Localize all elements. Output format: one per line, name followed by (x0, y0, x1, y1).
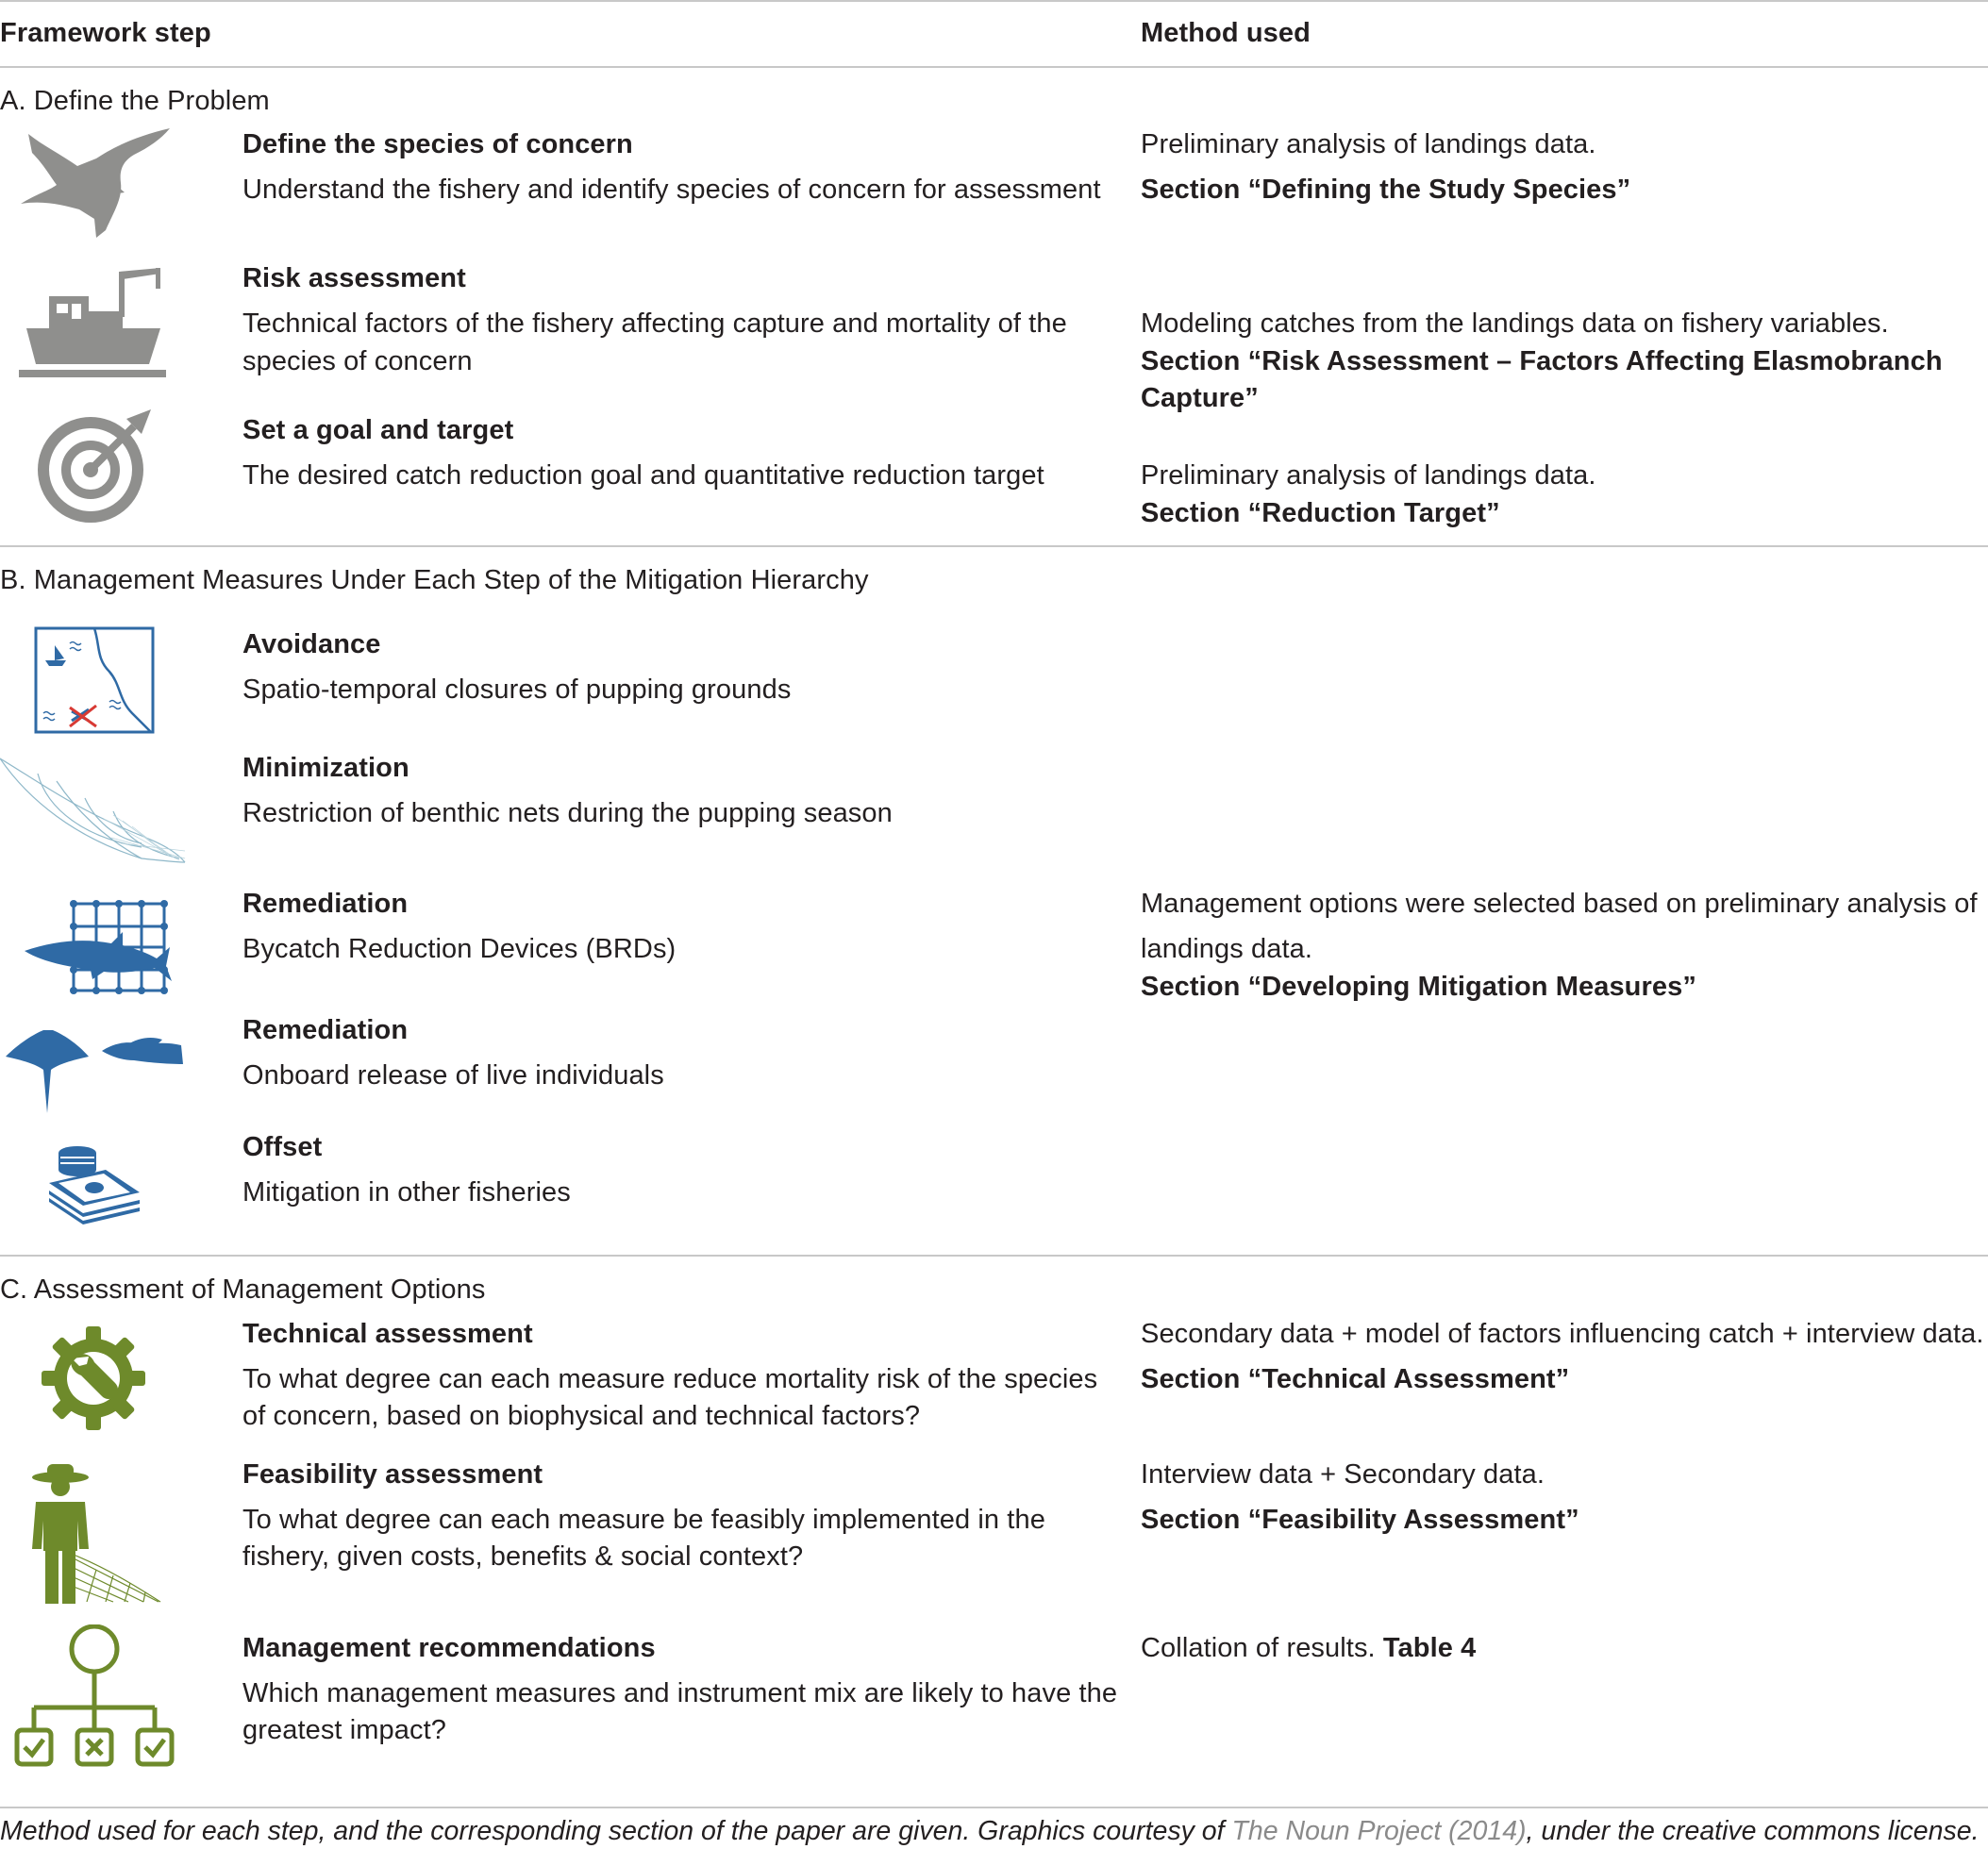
step-desc-minimization: Restriction of benthic nets during the pupping season (242, 798, 893, 828)
fishing-boat-icon (19, 268, 170, 377)
method-risk-section: Section “Risk Assessment – Factors Affecting Elasmobranch (1141, 346, 1943, 376)
target-icon (36, 409, 155, 525)
method-goal-section: Section “Reduction Target” (1141, 498, 1500, 528)
section-b-rule (0, 1255, 1988, 1257)
method-recommendations (1141, 1632, 1476, 1665)
step-title-feasibility: Feasibility assessment (242, 1459, 543, 1490)
method-mgmt-line2: landings data. (1141, 934, 1312, 964)
step-desc-remediation-brd: Bycatch Reduction Devices (BRDs) (242, 934, 677, 964)
step-desc-feasibility-line1: To what degree can each measure be feasibly implemented in the (242, 1505, 1045, 1535)
step-desc-recommendations-line1: Which management measures and instrument mix are likely to have the (242, 1678, 1118, 1708)
step-desc-feasibility-line2: fishery, given costs, benefits & social context? (242, 1541, 804, 1572)
method-mgmt-section: Section “Developing Mitigation Measures” (1141, 972, 1696, 1002)
step-title-offset: Offset (242, 1132, 323, 1162)
caption-text-2: , under the creative commons license. (1526, 1816, 1980, 1846)
step-desc-remediation-release: Onboard release of live individuals (242, 1060, 664, 1091)
column-header-method-used: Method used (1141, 18, 1311, 48)
fisher-icon (11, 1464, 162, 1604)
section-b-heading: B. Management Measures Under Each Step of the Mitigation Hierarchy (0, 565, 869, 595)
step-desc-recommendations-line2: greatest impact? (242, 1715, 446, 1745)
step-title-recommendations: Management recommendations (242, 1633, 656, 1663)
method-species-line1: Preliminary analysis of landings data. (1141, 129, 1596, 159)
step-title-avoidance: Avoidance (242, 629, 381, 659)
header-rule (0, 66, 1988, 68)
step-title-risk: Risk assessment (242, 263, 466, 293)
section-a-rule (0, 545, 1988, 547)
step-desc-goal: The desired catch reduction goal and quantitative reduction target (242, 460, 1044, 491)
method-mgmt-line1: Management options were selected based on preliminary analysis of (1141, 889, 1978, 919)
step-desc-risk-line1: Technical factors of the fishery affecting capture and mortality of the (242, 308, 1067, 339)
step-title-goal: Set a goal and target (242, 415, 514, 445)
caption-noun-project-link[interactable]: The Noun Project (2014) (1231, 1816, 1527, 1846)
column-header-framework-step: Framework step (0, 18, 211, 48)
hammerhead-shark-icon (19, 126, 170, 240)
step-desc-risk-line2: species of concern (242, 346, 473, 376)
table-bottom-rule (0, 1807, 1988, 1808)
method-technical-line1: Secondary data + model of factors influencing catch + interview data. (1141, 1319, 1984, 1349)
method-risk-line1: Modeling catches from the landings data on fishery variables. (1141, 308, 1889, 339)
step-desc-offset: Mitigation in other fisheries (242, 1177, 571, 1208)
method-feasibility-line1: Interview data + Secondary data. (1141, 1459, 1545, 1490)
step-desc-technical-line1: To what degree can each measure reduce mortality risk of the species (242, 1364, 1098, 1394)
section-a-heading: A. Define the Problem (0, 86, 270, 116)
ray-release-icon (6, 1023, 185, 1113)
step-title-remediation-brd: Remediation (242, 889, 409, 919)
section-c-heading: C. Assessment of Management Options (0, 1274, 486, 1305)
step-title-technical: Technical assessment (242, 1319, 533, 1349)
step-title-remediation-release: Remediation (242, 1015, 409, 1045)
decision-tree-icon (11, 1624, 177, 1772)
step-title-minimization: Minimization (242, 753, 409, 783)
method-recommendations-text: Collation of results. (1141, 1633, 1383, 1663)
bycatch-reduction-device-icon (25, 900, 172, 994)
method-feasibility-section: Section “Feasibility Assessment” (1141, 1505, 1579, 1535)
table-caption (0, 1816, 1980, 1847)
method-goal-line1: Preliminary analysis of landings data. (1141, 460, 1596, 491)
money-offset-icon (49, 1145, 140, 1230)
method-risk-section-cont: Capture” (1141, 383, 1259, 413)
caption-text-1: Method used for each step, and the corresponding section of the paper are given. Graphics courtesy of (0, 1816, 1232, 1846)
gear-wrench-icon (40, 1324, 147, 1432)
benthic-net-icon (0, 753, 189, 866)
method-technical-section: Section “Technical Assessment” (1141, 1364, 1570, 1394)
table-top-rule (0, 0, 1988, 2)
step-desc-technical-line2: of concern, based on biophysical and technical factors? (242, 1401, 921, 1431)
step-title-species: Define the species of concern (242, 129, 633, 159)
step-desc-avoidance: Spatio-temporal closures of pupping grounds (242, 675, 792, 705)
closure-map-icon (34, 626, 155, 734)
method-species-section: Section “Defining the Study Species” (1141, 175, 1631, 205)
step-desc-species: Understand the fishery and identify species of concern for assessment (242, 175, 1101, 205)
method-recommendations-table-ref[interactable]: Table 4 (1382, 1633, 1477, 1663)
